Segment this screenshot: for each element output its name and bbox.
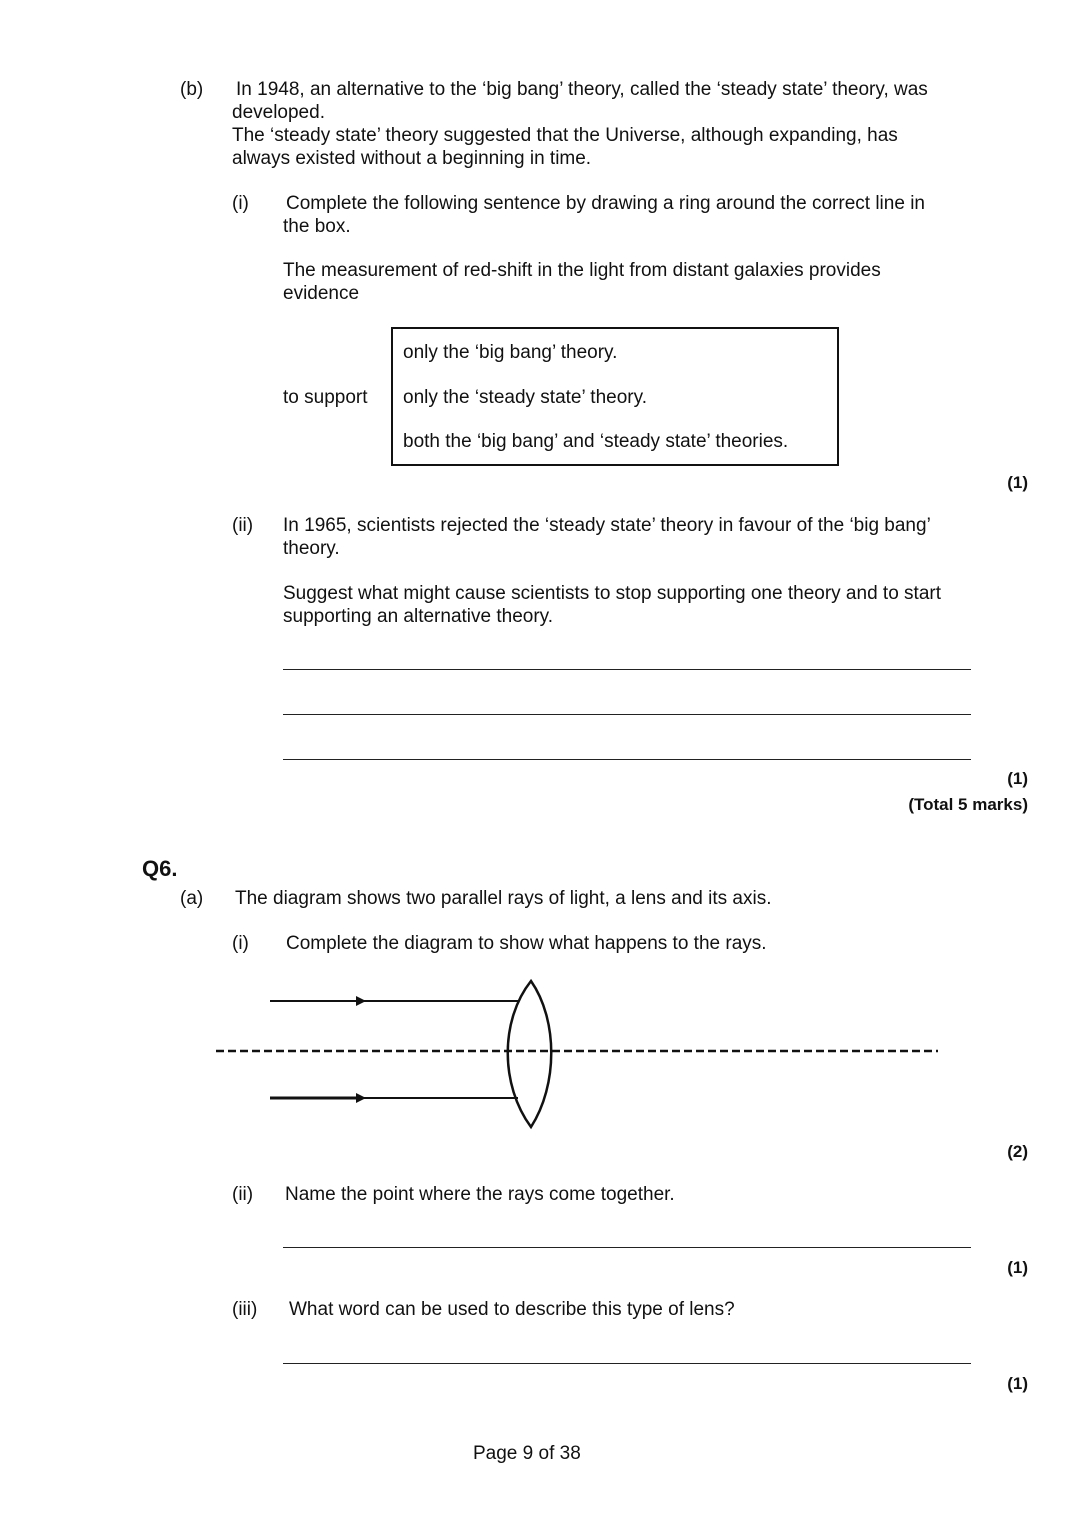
q5b-i-instruction-line1: Complete the following sentence by drawing a ring around the correct line in (286, 193, 925, 214)
q6a-ii-label: (ii) (232, 1184, 254, 1205)
q5b-i-stem-line2: evidence (283, 283, 360, 304)
ray-top-arrow-icon (356, 996, 366, 1006)
q5b-text-line4: always existed without a beginning in time. (232, 148, 592, 169)
q6-heading: Q6. (142, 856, 178, 881)
q6a-ii-text: Name the point where the rays come together. (285, 1184, 675, 1205)
answer-line[interactable] (283, 1363, 971, 1364)
q5b-ii-question-line1: Suggest what might cause scientists to stop supporting one theory and to start (283, 583, 941, 604)
q6a-ii-marks: (1) (1007, 1258, 1028, 1277)
answer-line[interactable] (283, 1247, 971, 1248)
q5b-ii-label: (ii) (232, 515, 254, 536)
q5b-i-label: (i) (232, 193, 249, 214)
option-big-bang[interactable]: only the ‘big bang’ theory. (403, 342, 618, 363)
q5b-text-line3: The ‘steady state’ theory suggested that the Universe, although expanding, has (232, 125, 898, 146)
q6a-label: (a) (180, 888, 204, 909)
ray-bottom-arrow-icon (356, 1093, 366, 1103)
page-number: Page 9 of 38 (473, 1443, 581, 1464)
q5b-ii-marks: (1) (1007, 769, 1028, 788)
q6a-i-marks: (2) (1007, 1142, 1028, 1161)
q5b-ii-question-line2: supporting an alternative theory. (283, 606, 554, 627)
q5b-i-marks: (1) (1007, 473, 1028, 492)
q6a-iii-label: (iii) (232, 1299, 258, 1320)
q5b-text-line2: developed. (232, 102, 325, 123)
q5b-i-stem-line1: The measurement of red-shift in the light from distant galaxies provides (283, 260, 881, 281)
q5b-i-instruction-line2: the box. (283, 216, 351, 237)
q5b-ii-text-line2: theory. (283, 538, 340, 559)
q6a-i-text: Complete the diagram to show what happens to the rays. (286, 933, 767, 954)
convex-lens (508, 981, 552, 1127)
q5b-text-line1: In 1948, an alternative to the ‘big bang’ theory, called the ‘steady state’ theory, was (236, 79, 928, 100)
q6a-text: The diagram shows two parallel rays of light, a lens and its axis. (235, 888, 772, 909)
option-steady-state[interactable]: only the ‘steady state’ theory. (403, 387, 647, 408)
to-support-label: to support (283, 387, 368, 408)
q6a-i-label: (i) (232, 933, 249, 954)
q5b-ii-text-line1: In 1965, scientists rejected the ‘steady state’ theory in favour of the ‘big bang’ (283, 515, 931, 536)
q6a-iii-text: What word can be used to describe this type of lens? (289, 1299, 735, 1320)
q6a-iii-marks: (1) (1007, 1374, 1028, 1393)
total-marks: (Total 5 marks) (908, 795, 1028, 814)
q5b-label: (b) (180, 79, 204, 100)
option-both[interactable]: both the ‘big bang’ and ‘steady state’ theories. (403, 431, 789, 452)
